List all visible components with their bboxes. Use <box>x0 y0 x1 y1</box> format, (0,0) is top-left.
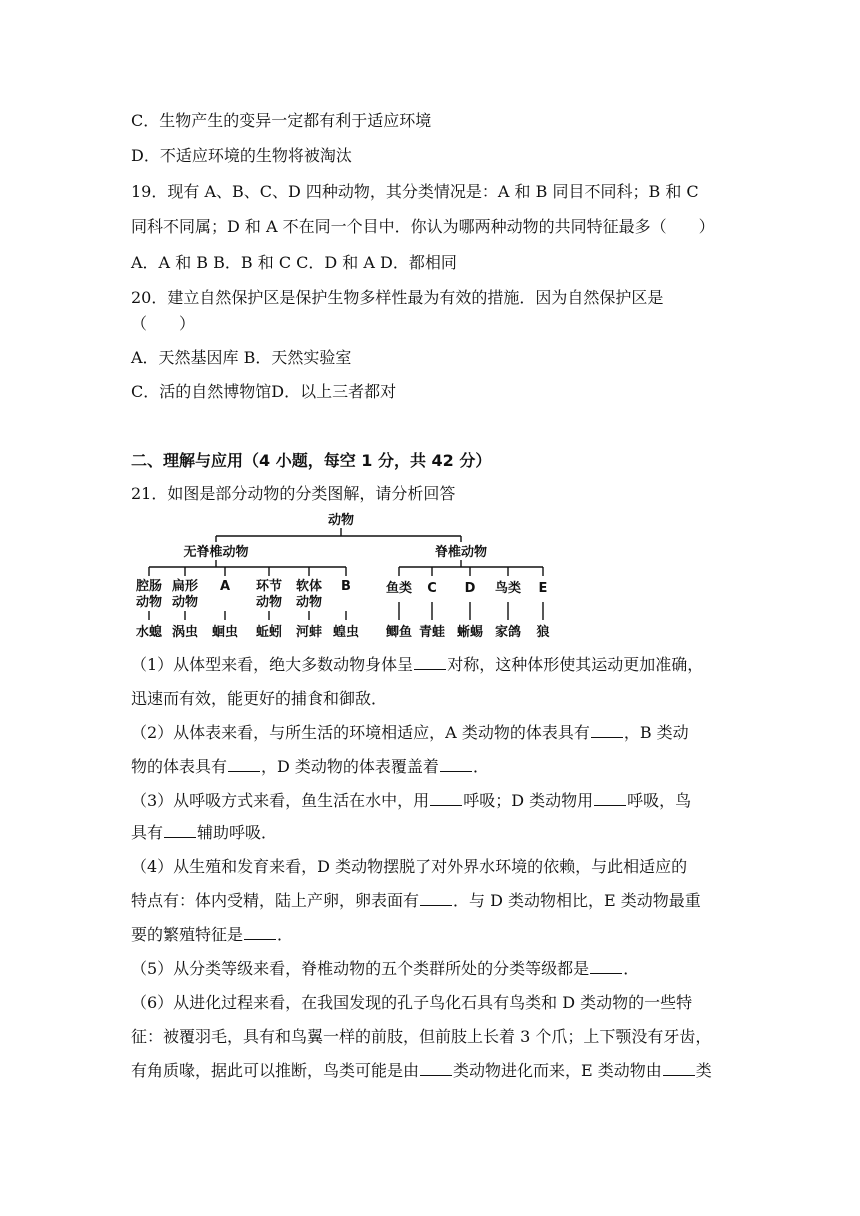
q21-p6-text-e: 类 <box>695 1061 712 1080</box>
q21-p3-text-c: 呼吸，鸟 <box>627 791 692 810</box>
tree-group-label: D <box>464 581 476 596</box>
tree-animal-label: 涡虫 <box>171 625 199 640</box>
q21-p1-line1 <box>131 654 703 676</box>
q21-p5-text-b: ． <box>623 959 640 978</box>
q20-stem-line1: 20．建立自然保护区是保护生物多样性最为有效的措施．因为自然保护区是 <box>131 288 664 307</box>
q21-p4-text-b: 特点有：体内受精，陆上产卵，卵表面有 <box>131 891 420 910</box>
q19-stem-line2: 同科不同属；D 和 A 不在同一个目中．你认为哪两种动物的共同特征最多（ ） <box>131 217 715 236</box>
answer-blank[interactable] <box>591 723 623 738</box>
answer-blank[interactable] <box>244 925 276 940</box>
q21-p2-text-b: ，B 类动 <box>623 723 689 742</box>
answer-blank[interactable] <box>663 1061 695 1076</box>
tree-animal-label: 狼 <box>536 625 550 640</box>
q20-stem-line2: （ ） <box>131 314 196 333</box>
q21-p4-text-e: ． <box>277 925 294 944</box>
q21-p1-line2: 迅速而有效，能更好的捕食和御敌． <box>131 689 388 708</box>
q21-p2-text-c: 物的体表具有 <box>131 757 228 776</box>
tree-animal-label: 蝗虫 <box>332 625 360 640</box>
q21-p6-line1: （6）从进化过程来看，在我国发现的孔子鸟化石具有鸟类和 D 类动物的一些特 <box>131 993 693 1012</box>
q21-p2-text-e: ． <box>472 757 489 776</box>
tree-group-label: 软体 <box>295 579 323 594</box>
answer-blank[interactable] <box>164 823 196 838</box>
animal-classification-tree <box>131 510 551 642</box>
tree-animal-label: 青蛙 <box>418 625 446 640</box>
q18-option-d: D．不适应环境的生物将被淘汰 <box>131 146 352 165</box>
tree-animal-label: 蜥蜴 <box>456 625 484 640</box>
tree-vertebrate-label: 脊椎动物 <box>434 545 488 560</box>
q21-p5-line1 <box>131 958 639 980</box>
answer-blank[interactable] <box>228 757 260 772</box>
q21-p3-text-a: （3）从呼吸方式来看，鱼生活在水中，用 <box>131 791 430 810</box>
tree-group-label: 鱼类 <box>385 581 413 596</box>
q21-p4-line1: （4）从生殖和发育来看，D 类动物摆脱了对外界水环境的依赖，与此相适应的 <box>131 857 688 876</box>
tree-group-label: 腔肠 <box>135 579 163 594</box>
tree-animal-label: 鲫鱼 <box>385 625 413 640</box>
tree-group-label: E <box>538 581 548 596</box>
section-2-title: 二、理解与应用（4 小题，每空 1 分，共 42 分） <box>131 451 492 470</box>
q21-p2-line1 <box>131 722 689 744</box>
q18-option-c: C．生物产生的变异一定都有利于适应环境 <box>131 111 432 130</box>
q20-options-ab: A．天然基因库 B．天然实验室 <box>131 348 352 367</box>
q21-p4-text-d: 要的繁殖特征是 <box>131 925 244 944</box>
q21-p3-line2 <box>131 822 277 844</box>
tree-group-label: A <box>219 579 231 594</box>
q21-p6-text-d: 类动物进化而来，E 类动物由 <box>453 1061 662 1080</box>
tree-group-label: 动物 <box>135 595 163 610</box>
tree-group-label: 鸟类 <box>494 581 522 596</box>
q21-p4-line2 <box>131 890 701 912</box>
answer-blank[interactable] <box>420 1061 452 1076</box>
answer-blank[interactable] <box>420 891 452 906</box>
q20-options-cd: C．活的自然博物馆D．以上三者都对 <box>131 382 397 401</box>
answer-blank[interactable] <box>594 791 626 806</box>
q21-p2-text-d: ，D 类动物的体表覆盖着 <box>261 757 439 776</box>
q21-p5-text-a: （5）从分类等级来看，脊椎动物的五个类群所处的分类等级都是 <box>131 959 590 978</box>
q21-p1-text-a: （1）从体型来看，绝大多数动物身体呈 <box>131 655 414 674</box>
tree-animal-label: 水螅 <box>135 625 163 640</box>
tree-animal-label: 蚯蚓 <box>255 625 283 640</box>
tree-animal-label: 蛔虫 <box>211 625 239 640</box>
q21-stem: 21．如图是部分动物的分类图解，请分析回答 <box>131 484 456 503</box>
q21-p6-text-c: 有角质喙，据此可以推断，鸟类可能是由 <box>131 1061 420 1080</box>
tree-group-label: 动物 <box>171 595 199 610</box>
answer-blank[interactable] <box>414 655 446 670</box>
q21-p3-text-e: 辅助呼吸． <box>197 823 278 842</box>
tree-group-label: B <box>341 579 351 594</box>
q21-p2-line2 <box>131 756 489 778</box>
q21-p3-line1 <box>131 790 691 812</box>
q21-p4-text-c: ．与 D 类动物相比，E 类动物最重 <box>453 891 701 910</box>
tree-group-label: 动物 <box>255 595 283 610</box>
q21-p6-line2: 征：被覆羽毛，具有和鸟翼一样的前肢，但前肢上长着 3 个爪；上下颚没有牙齿， <box>131 1027 712 1046</box>
q21-p4-line3 <box>131 924 293 946</box>
tree-group-label: C <box>427 581 437 596</box>
q21-p3-text-b: 呼吸；D 类动物用 <box>463 791 594 810</box>
tree-animal-label: 河蚌 <box>295 625 323 640</box>
q21-p6-line3 <box>131 1060 712 1082</box>
tree-group-label: 环节 <box>255 579 283 594</box>
q19-stem-line1: 19．现有 A、B、C、D 四种动物，其分类情况是：A 和 B 同目不同科；B 和 C <box>131 182 699 201</box>
answer-blank[interactable] <box>440 757 472 772</box>
tree-root-label: 动物 <box>327 513 355 528</box>
q21-p3-text-d: 具有 <box>131 823 164 842</box>
q21-p2-text-a: （2）从体表来看，与所生活的环境相适应，A 类动物的体表具有 <box>131 723 590 742</box>
tree-animal-label: 家鸽 <box>494 625 522 640</box>
tree-group-label: 动物 <box>295 595 323 610</box>
tree-invertebrate-label: 无脊椎动物 <box>183 545 249 560</box>
q19-options: A．A 和 B B．B 和 C C．D 和 A D．都相同 <box>131 253 457 272</box>
answer-blank[interactable] <box>590 959 622 974</box>
tree-group-label: 扁形 <box>171 579 199 594</box>
answer-blank[interactable] <box>430 791 462 806</box>
q21-p1-text-b: 对称，这种体形使其运动更加准确， <box>447 655 704 674</box>
